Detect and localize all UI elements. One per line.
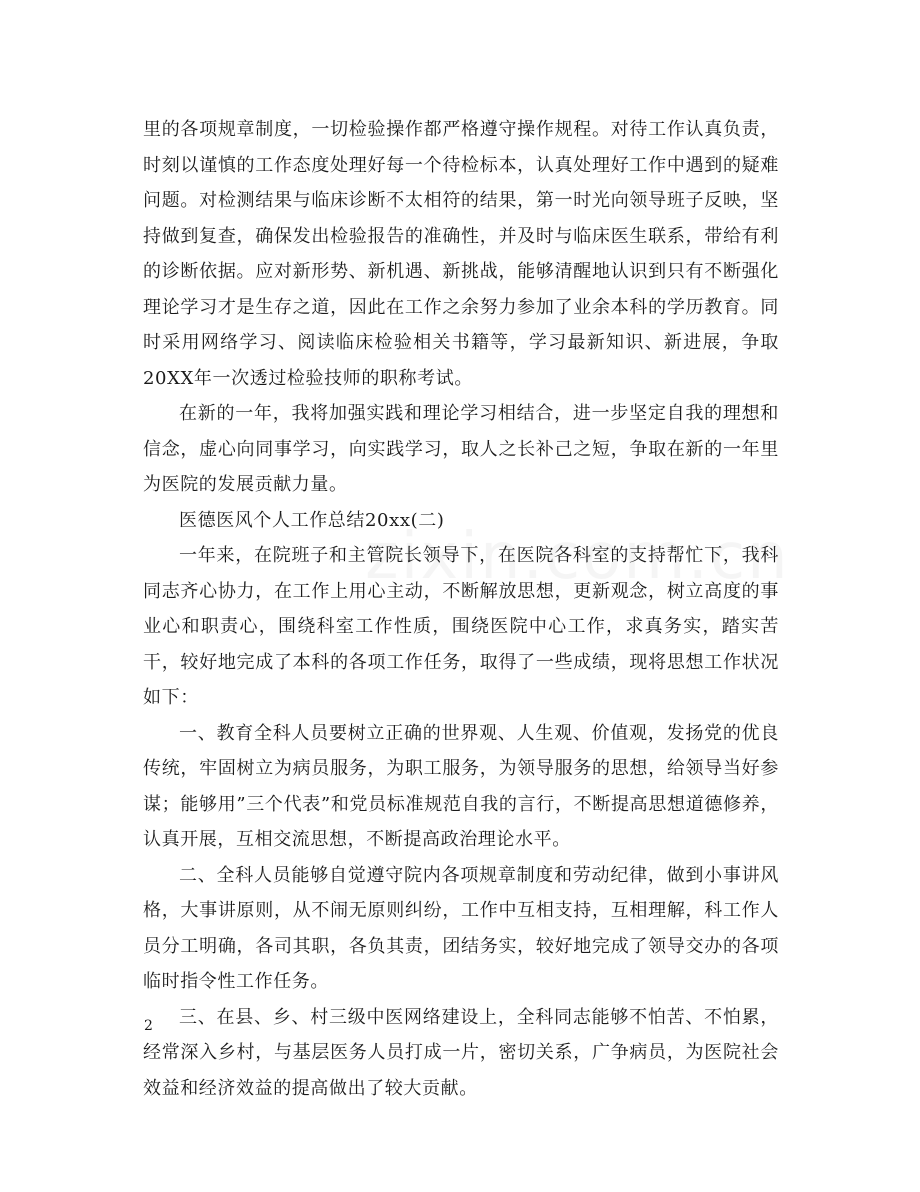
page-number: 2: [144, 1018, 153, 1034]
paragraph-intro: 一年来，在院班子和主管院长领导下，在医院各科室的支持帮忙下，我科同志齐心协力，在工作上用心主动，不断解放思想，更新观念，树立高度的事业心和职责心，围绕科室工作性质，围绕医院中心工作，求真务实，踏实苦干，较好地完成了本科的各项工作任务，取得了一些成绩，现将思想工作状况如下：: [143, 545, 779, 708]
paragraph-point-one: 一、教育全科人员要树立正确的世界观、人生观、价值观，发扬党的优良传统，牢固树立为病员服务，为职工服务，为领导服务的思想，给领导当好参谋；能够用”三个代表”和党员标准规范自我的言行，不断提高思想道德修养，认真开展，互相交流思想，不断提高政治理论水平。: [143, 722, 779, 850]
paragraph-continuation: 里的各项规章制度，一切检验操作都严格遵守操作规程。对待工作认真负责，时刻以谨慎的工作态度处理好每一个待检标本，认真处理好工作中遇到的疑难问题。对检测结果与临床诊断不太相符的结果，第一时光向领导班子反映，坚持做到复查，确保发出检验报告的准确性，并及时与临床医生联系，带给有利的诊断依据。应对新形势、新机遇、新挑战，能够清醒地认识到只有不断强化理论学习才是生存之道，因此在工作之余努力参加了业余本科的学历教育。同时采用网络学习、阅读临床检验相关书籍等，学习最新知识、新进展，争取20XX年一次透过检验技师的职称考试。: [143, 119, 779, 389]
paragraph-new-year: 在新的一年，我将加强实践和理论学习相结合，进一步坚定自我的理想和信念，虚心向同事学习，向实践学习，取人之长补己之短，争取在新的一年里为医院的发展贡献力量。: [143, 403, 779, 495]
paragraph-point-three: 三、在县、乡、村三级中医网络建设上，全科同志能够不怕苦、不怕累，经常深入乡村，与基层医务人员打成一片，密切关系，广争病员，为医院社会效益和经济效益的提高做出了较大贡献。: [143, 1006, 779, 1099]
paragraph-point-two: 二、全科人员能够自觉遵守院内各项规章制度和劳动纪律，做到小事讲风格，大事讲原则，从不闹无原则纠纷，工作中互相支持，互相理解，科工作人员分工明确，各司其职，各负其责，团结务实，较好地完成了领导交办的各项临时指令性工作任务。: [143, 864, 779, 992]
document-body: [143, 112, 779, 1106]
section-heading: 医德医风个人工作总结20xx(二): [179, 509, 445, 531]
